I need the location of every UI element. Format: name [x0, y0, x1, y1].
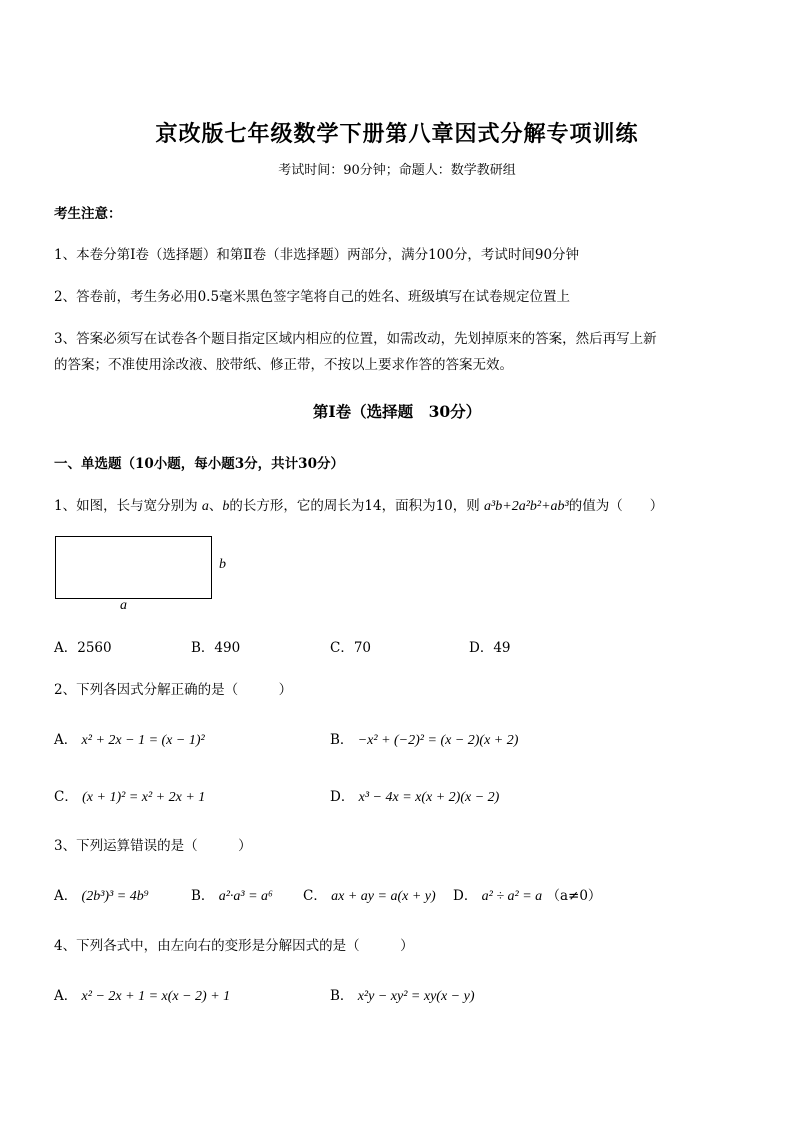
q4-option-a: A． x² − 2x + 1 = x(x − 2) + 1: [54, 988, 231, 1004]
question-2-stem: 2、下列各因式分解正确的是（ ）: [54, 682, 293, 698]
q3-option-c: C． ax + ay = a(x + y): [303, 888, 436, 904]
q1-option-a: A．2560: [54, 640, 112, 656]
q1-sep: 、: [208, 498, 223, 514]
page-title: 京改版七年级数学下册第八章因式分解专项训练: [155, 121, 639, 147]
q2-option-b: B． −x² + (−2)² = (x − 2)(x + 2): [330, 732, 519, 748]
q4-option-b: B． x²y − xy² = xy(x − y): [330, 988, 475, 1004]
q1-expression: a³b+2a²b²+ab³: [484, 499, 569, 514]
section-title: 第Ⅰ卷（选择题 30分）: [312, 402, 482, 421]
q1-suffix: 的值为（ ）: [568, 498, 664, 514]
q1-var-b: b: [222, 499, 230, 514]
q3-option-a: A． (2b³)³ = 4b⁹: [54, 888, 149, 904]
notice-item-3: 3、答案必须写在试卷各个题目指定区域内相应的位置，如需改动，先划掉原来的答案，然后再写上新: [54, 331, 657, 347]
q1-option-b: B．490: [191, 640, 241, 656]
q3-option-d: D． a² ÷ a² = a （a≠0）: [453, 888, 602, 904]
q1-option-c: C．70: [330, 640, 372, 656]
q1-prefix: 1、如图，长与宽分别为: [54, 498, 198, 514]
exam-info: 考试时间：90分钟；命题人：数学教研组: [278, 163, 516, 178]
notice-item-3-cont: 的答案；不准使用涂改液、胶带纸、修正带，不按以上要求作答的答案无效。: [54, 357, 513, 373]
q2-option-c: C． (x + 1)² = x² + 2x + 1: [54, 789, 206, 805]
q1-mid: 的长方形，它的周长为14，面积为10，则: [229, 498, 480, 514]
figure-label-b: b: [219, 557, 226, 572]
notice-item-1: 1、本卷分第Ⅰ卷（选择题）和第Ⅱ卷（非选择题）两部分，满分100分，考试时间90分钟: [54, 247, 580, 263]
rectangle-figure: [55, 536, 212, 599]
question-4-stem: 4、下列各式中，由左向右的变形是分解因式的是（ ）: [54, 938, 414, 954]
figure-label-a: a: [120, 598, 127, 613]
question-3-stem: 3、下列运算错误的是（ ）: [54, 838, 252, 854]
notice-heading: 考生注意：: [54, 206, 122, 222]
q1-option-d: D．49: [469, 640, 511, 656]
q3-option-b: B． a²·a³ = a⁶: [191, 888, 273, 904]
notice-item-2: 2、答卷前，考生务必用0.5毫米黑色签字笔将自己的姓名、班级填写在试卷规定位置上: [54, 289, 571, 305]
q2-option-a: A． x² + 2x − 1 = (x − 1)²: [54, 732, 205, 748]
q2-option-d: D． x³ − 4x = x(x + 2)(x − 2): [330, 789, 500, 805]
q1-var-a: a: [201, 499, 209, 514]
question-1-stem: [54, 494, 663, 515]
part-heading: 一、单选题（10小题，每小题3分，共计30分）: [54, 456, 344, 472]
